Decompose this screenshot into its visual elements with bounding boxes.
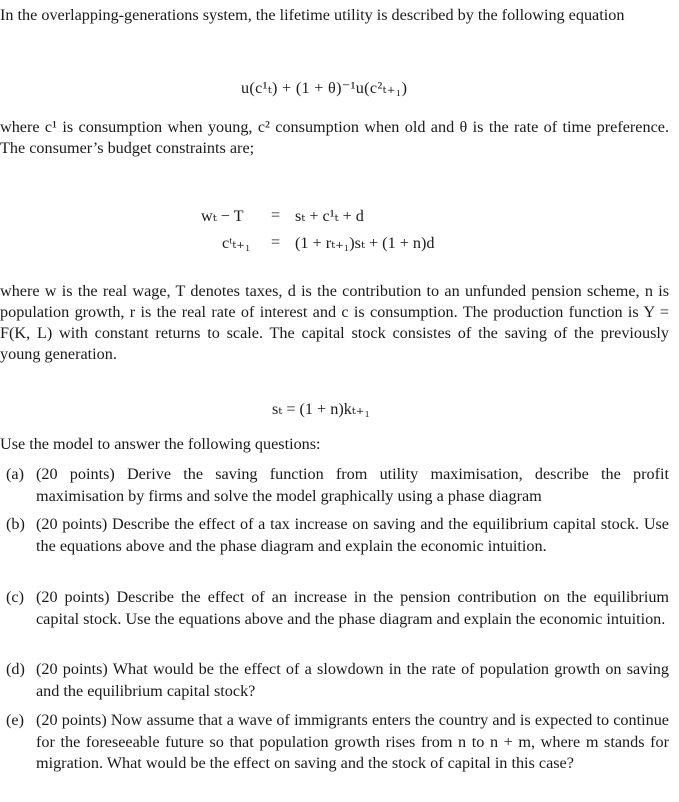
- budget-row2-equals: =: [271, 233, 281, 251]
- intro-paragraph: In the overlapping-generations system, the lifetime utility is described by the following equation: [0, 6, 625, 24]
- budget-row2-lhs: cᵗₜ₊₁: [222, 234, 251, 252]
- question-a: [0, 464, 669, 508]
- question-text: (20 points) Derive the saving function from utility maximisation, describe the profit maximisation by firms and solve the model graphically using a phase diagram: [36, 465, 669, 505]
- questions-intro: Use the model to answer the following questions:: [0, 435, 321, 453]
- budget-row2-rhs: (1 + rₜ₊₁)sₜ + (1 + n)d: [295, 234, 435, 252]
- question-label: (a): [6, 465, 24, 483]
- question-label: (d): [6, 660, 25, 678]
- budget-explanation-paragraph: where w is the real wage, T denotes taxes, d is the contribution to an unfunded pension scheme, n is population growth, r is the real rate of interest and c is consumption. The production function is Y = F(K, L) with constant returns to scale. The capital stock consistes of the saving of the previously young generation.: [0, 282, 669, 363]
- capital-equation: sₜ = (1 + n)kₜ₊₁: [272, 400, 370, 418]
- question-text: (20 points) Now assume that a wave of immigrants enters the country and is expected to continue for the foreseeable future so that population growth rises from n to n + m, where m stands for migration. What would be the effect on saving and the stock of capital in this case?: [36, 711, 669, 772]
- question-c: [0, 587, 669, 653]
- budget-row1-equals: =: [271, 206, 281, 224]
- utility-explanation-paragraph: where c¹ is consumption when young, c² consumption when old and θ is the rate of time preference. The consumer’s budget constraints are;: [0, 118, 669, 157]
- question-label: (e): [6, 711, 24, 729]
- question-label: (b): [6, 515, 25, 533]
- question-d: [0, 659, 669, 703]
- question-label: (c): [6, 588, 24, 606]
- question-b: [0, 514, 669, 580]
- question-text: (20 points) Describe the effect of a tax increase on saving and the equilibrium capital stock. Use the equations above and the phase diagram and explain the economic intuition.: [36, 515, 669, 555]
- budget-row1-rhs: sₜ + c¹ₜ + d: [295, 207, 364, 225]
- question-text: (20 points) Describe the effect of an increase in the pension contribution on the equilibrium capital stock. Use the equations above and the phase diagram and explain the economic intuition.: [36, 588, 669, 628]
- budget-row1-lhs: wₜ − T: [201, 207, 244, 225]
- question-e: [0, 710, 669, 798]
- question-text: (20 points) What would be the effect of a slowdown in the rate of population growth on saving and the equilibrium capital stock?: [36, 660, 669, 700]
- utility-equation: u(c¹ₜ) + (1 + θ)⁻¹u(c²ₜ₊₁): [241, 79, 408, 97]
